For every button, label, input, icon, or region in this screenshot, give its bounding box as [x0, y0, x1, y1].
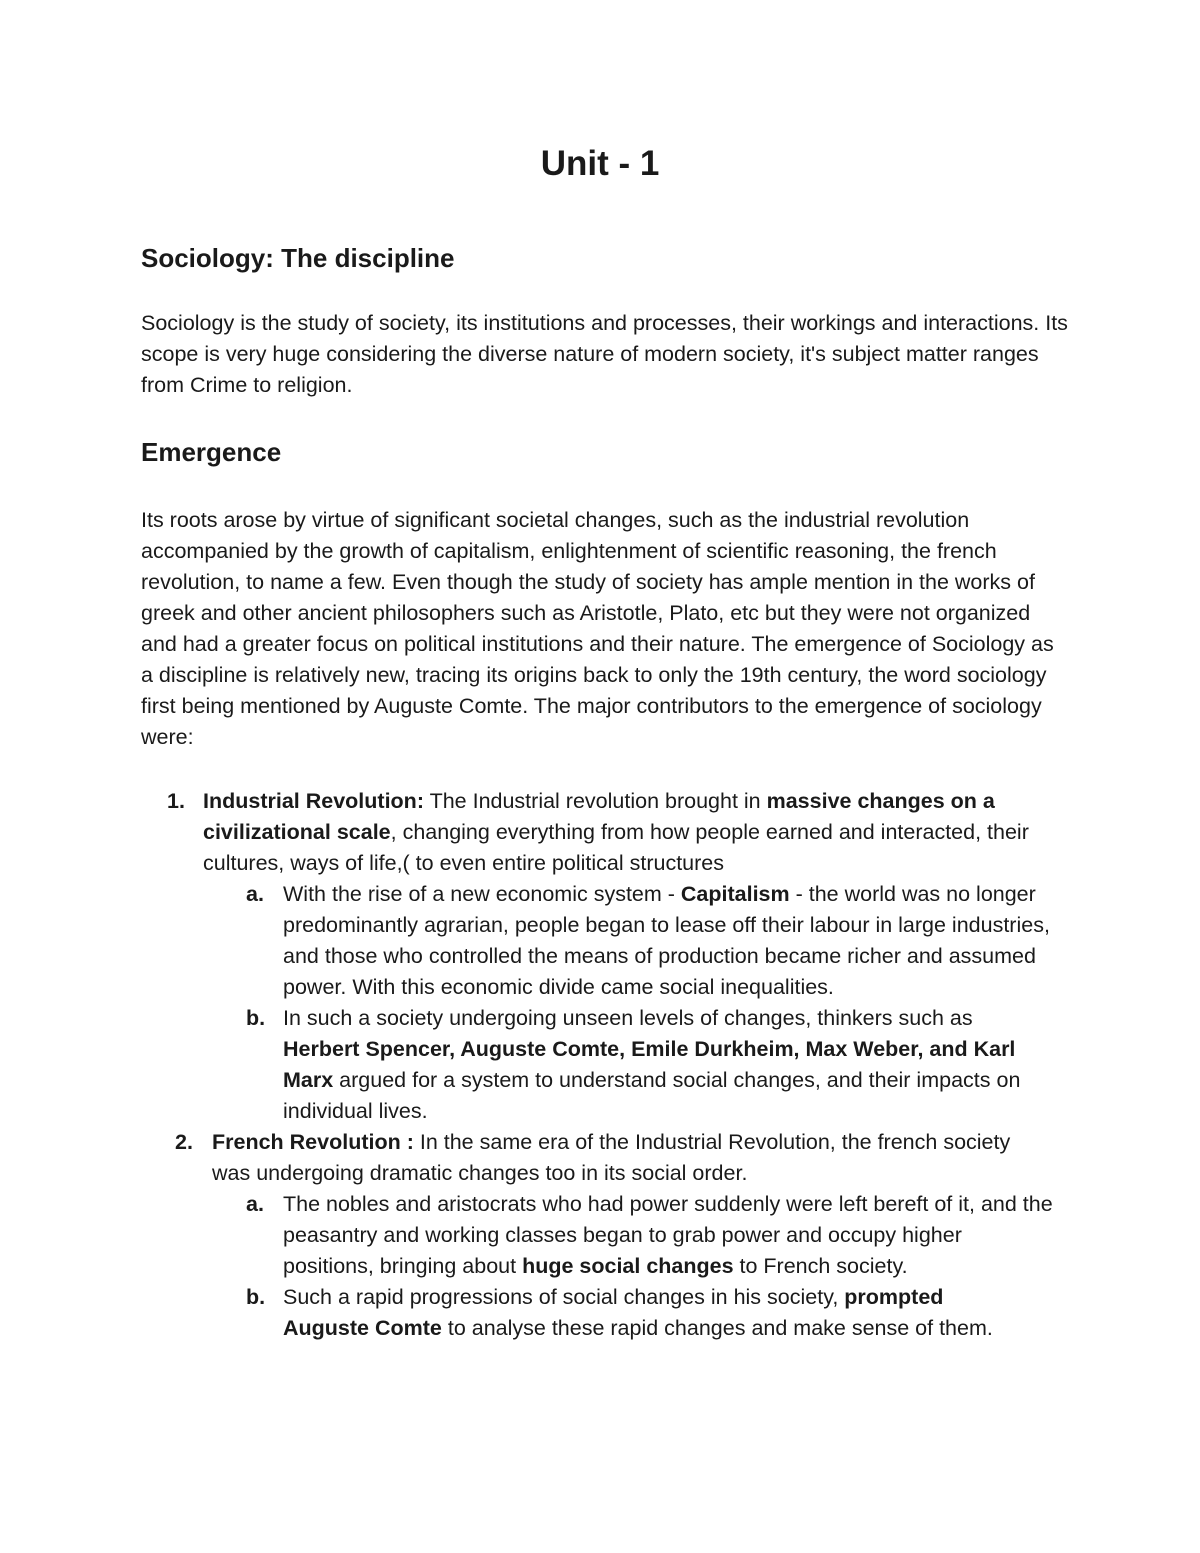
sub-item-letter: b.: [246, 1006, 266, 1030]
sub-item-letter: a.: [246, 882, 264, 906]
list-number: 2.: [175, 1130, 193, 1154]
list-item-french-revolution: [175, 1127, 1042, 1189]
paragraph-emergence: Its roots arose by virtue of significant societal changes, such as the industrial revolution accompanied by the growth of capitalism, enlightenment of scientific reasoning, the french revolution, to name a few. Even though the study of society has ample mention in the works of greek and other ancient philosophers such as Aristotle, Plato, etc but they were not organized and had a greater focus on political institutions and their nature. The emergence of Sociology as a discipline is relatively new, tracing its origins back to only the 19th century, the word sociology first being mentioned by Auguste Comte. The major contributors to the emergence of sociology were:: [141, 508, 1054, 749]
sub-item-capitalism: a. With the rise of a new economic system - Capitalism - the world was no longer predominantly agrarian, people began to lease off their labour in large industries, and those who controlled the means of production became richer and assumed power. With this economic divide came social inequalities.: [283, 879, 1063, 1003]
paragraph-discipline: Sociology is the study of society, its institutions and processes, their workings and interactions. Its scope is very huge considering the diverse nature of modern society, it's subject matter ranges from Crime to religion.: [141, 311, 1068, 397]
list-item-text: French Revolution : In the same era of the Industrial Revolution, the french society was undergoing dramatic changes too in its social order.: [212, 1130, 1011, 1185]
page-title: Unit - 1: [540, 144, 660, 183]
list-item-term: Industrial Revolution:: [203, 789, 424, 813]
list-item-industrial-revolution: [167, 786, 1063, 879]
sub-item-comte: b. Such a rapid progressions of social changes in his society, prompted Auguste Comte to analyse these rapid changes and make sense of them.: [283, 1282, 1028, 1344]
contributors-list: [0, 786, 1200, 1344]
section-heading-emergence: Emergence: [141, 437, 282, 467]
list-item-term: French Revolution :: [212, 1130, 414, 1154]
sub-item-letter: a.: [246, 1192, 264, 1216]
list-number: 1.: [167, 789, 185, 813]
sub-item-letter: b.: [246, 1285, 266, 1309]
list-item-text: Industrial Revolution: The Industrial revolution brought in massive changes on a civilizational scale, changing everything from how people earned and interacted, their cultures, ways of life,( to even entire political structures: [203, 789, 1029, 875]
sub-item-nobles: a. The nobles and aristocrats who had power suddenly were left bereft of it, and the peasantry and working classes began to grab power and occupy higher positions, bringing about huge social changes to French society.: [283, 1189, 1058, 1282]
section-heading-discipline: Sociology: The discipline: [141, 243, 455, 273]
sub-item-thinkers: b. In such a society undergoing unseen levels of changes, thinkers such as Herbert Spencer, Auguste Comte, Emile Durkheim, Max Weber, and Karl Marx argued for a system to understand social changes, and their impacts on individual lives.: [283, 1003, 1043, 1127]
